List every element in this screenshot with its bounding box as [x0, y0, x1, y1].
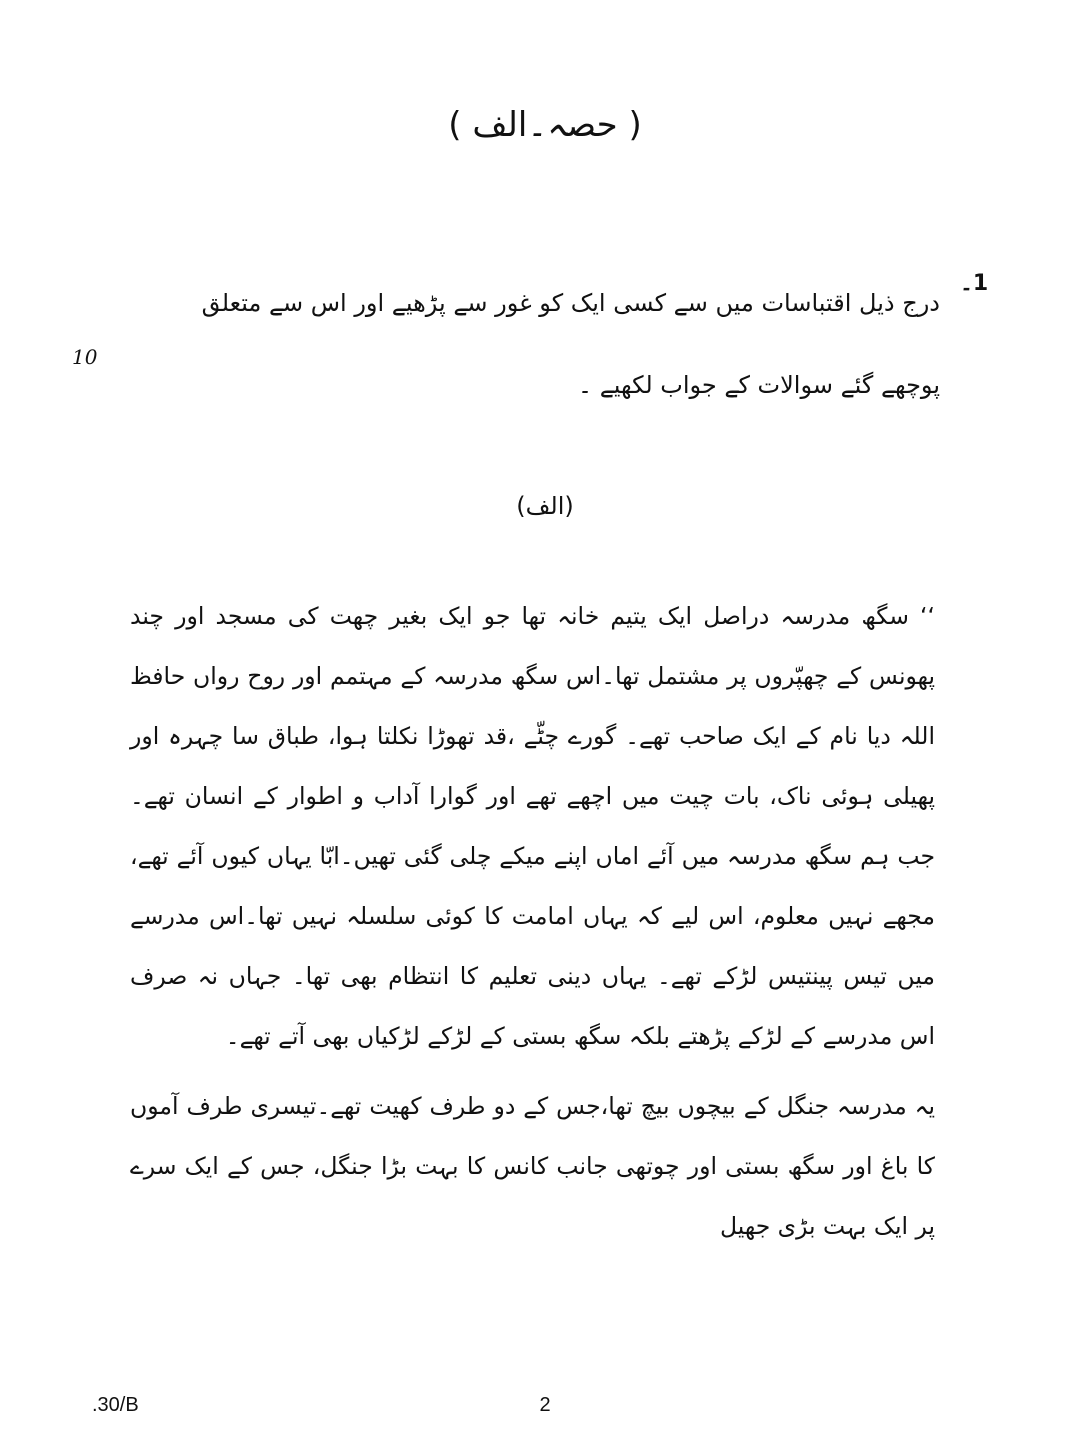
question-number: 1۔ [960, 271, 989, 296]
section-title: ( حصہ۔الف ) [448, 105, 642, 145]
passage-paragraph: یہ مدرسہ جنگل کے بیچوں بیچ تھا،جس کے دو طرف کھیت تھے۔تیسری طرف آموں کا باغ اور سگھ بستی اور چوتھی جانب کانس کا بہت بڑا جنگل، جس کے ایک سرے پر ایک بہت بڑی جھیل [130, 1092, 935, 1240]
question-instruction: درج ذیل اقتباسات میں سے کسی ایک کو غور سے پڑھیے اور اس سے متعلق پوچھے گئے سوالات کے جواب لکھیے ۔ [201, 289, 940, 399]
question-marks: 10 [72, 345, 98, 369]
page-number: 2 [539, 1394, 551, 1416]
passage-body [130, 586, 935, 1256]
passage-paragraph: ‘‘ سگھ مدرسہ دراصل ایک یتیم خانہ تھا جو ایک بغیر چھت کی مسجد اور چند پھونس کے چھپّروں پر مشتمل تھا۔اس سگھ مدرسہ کے مہتمم اور روح رواں حافظ اللہ دیا نام کے ایک صاحب تھے۔ گورے چٹّے ،قد تھوڑا نکلتا ہوا، طباق سا چہرہ اور پھیلی ہوئی ناک، بات چیت میں اچھے تھے اور گوارا آداب و اطوار کے انسان تھے۔ جب ہم سگھ مدرسہ میں آئے اماں اپنے میکے چلی گئی تھیں۔ابّا یہاں کیوں آئے تھے، مجھے نہیں معلوم، اس لیے کہ یہاں امامت کا کوئی سلسلہ نہیں تھا۔اس مدرسے میں تیس پینتیس لڑکے تھے۔ یہاں دینی تعلیم کا انتظام بھی تھا۔ جہاں نہ صرف اس مدرسے کے لڑکے پڑھتے بلکہ سگھ بستی کے لڑکے لڑکیاں بھی آتے تھے۔ [130, 602, 935, 1050]
paper-code: .30/B [92, 1394, 139, 1416]
passage-title: (الف) [516, 492, 574, 520]
